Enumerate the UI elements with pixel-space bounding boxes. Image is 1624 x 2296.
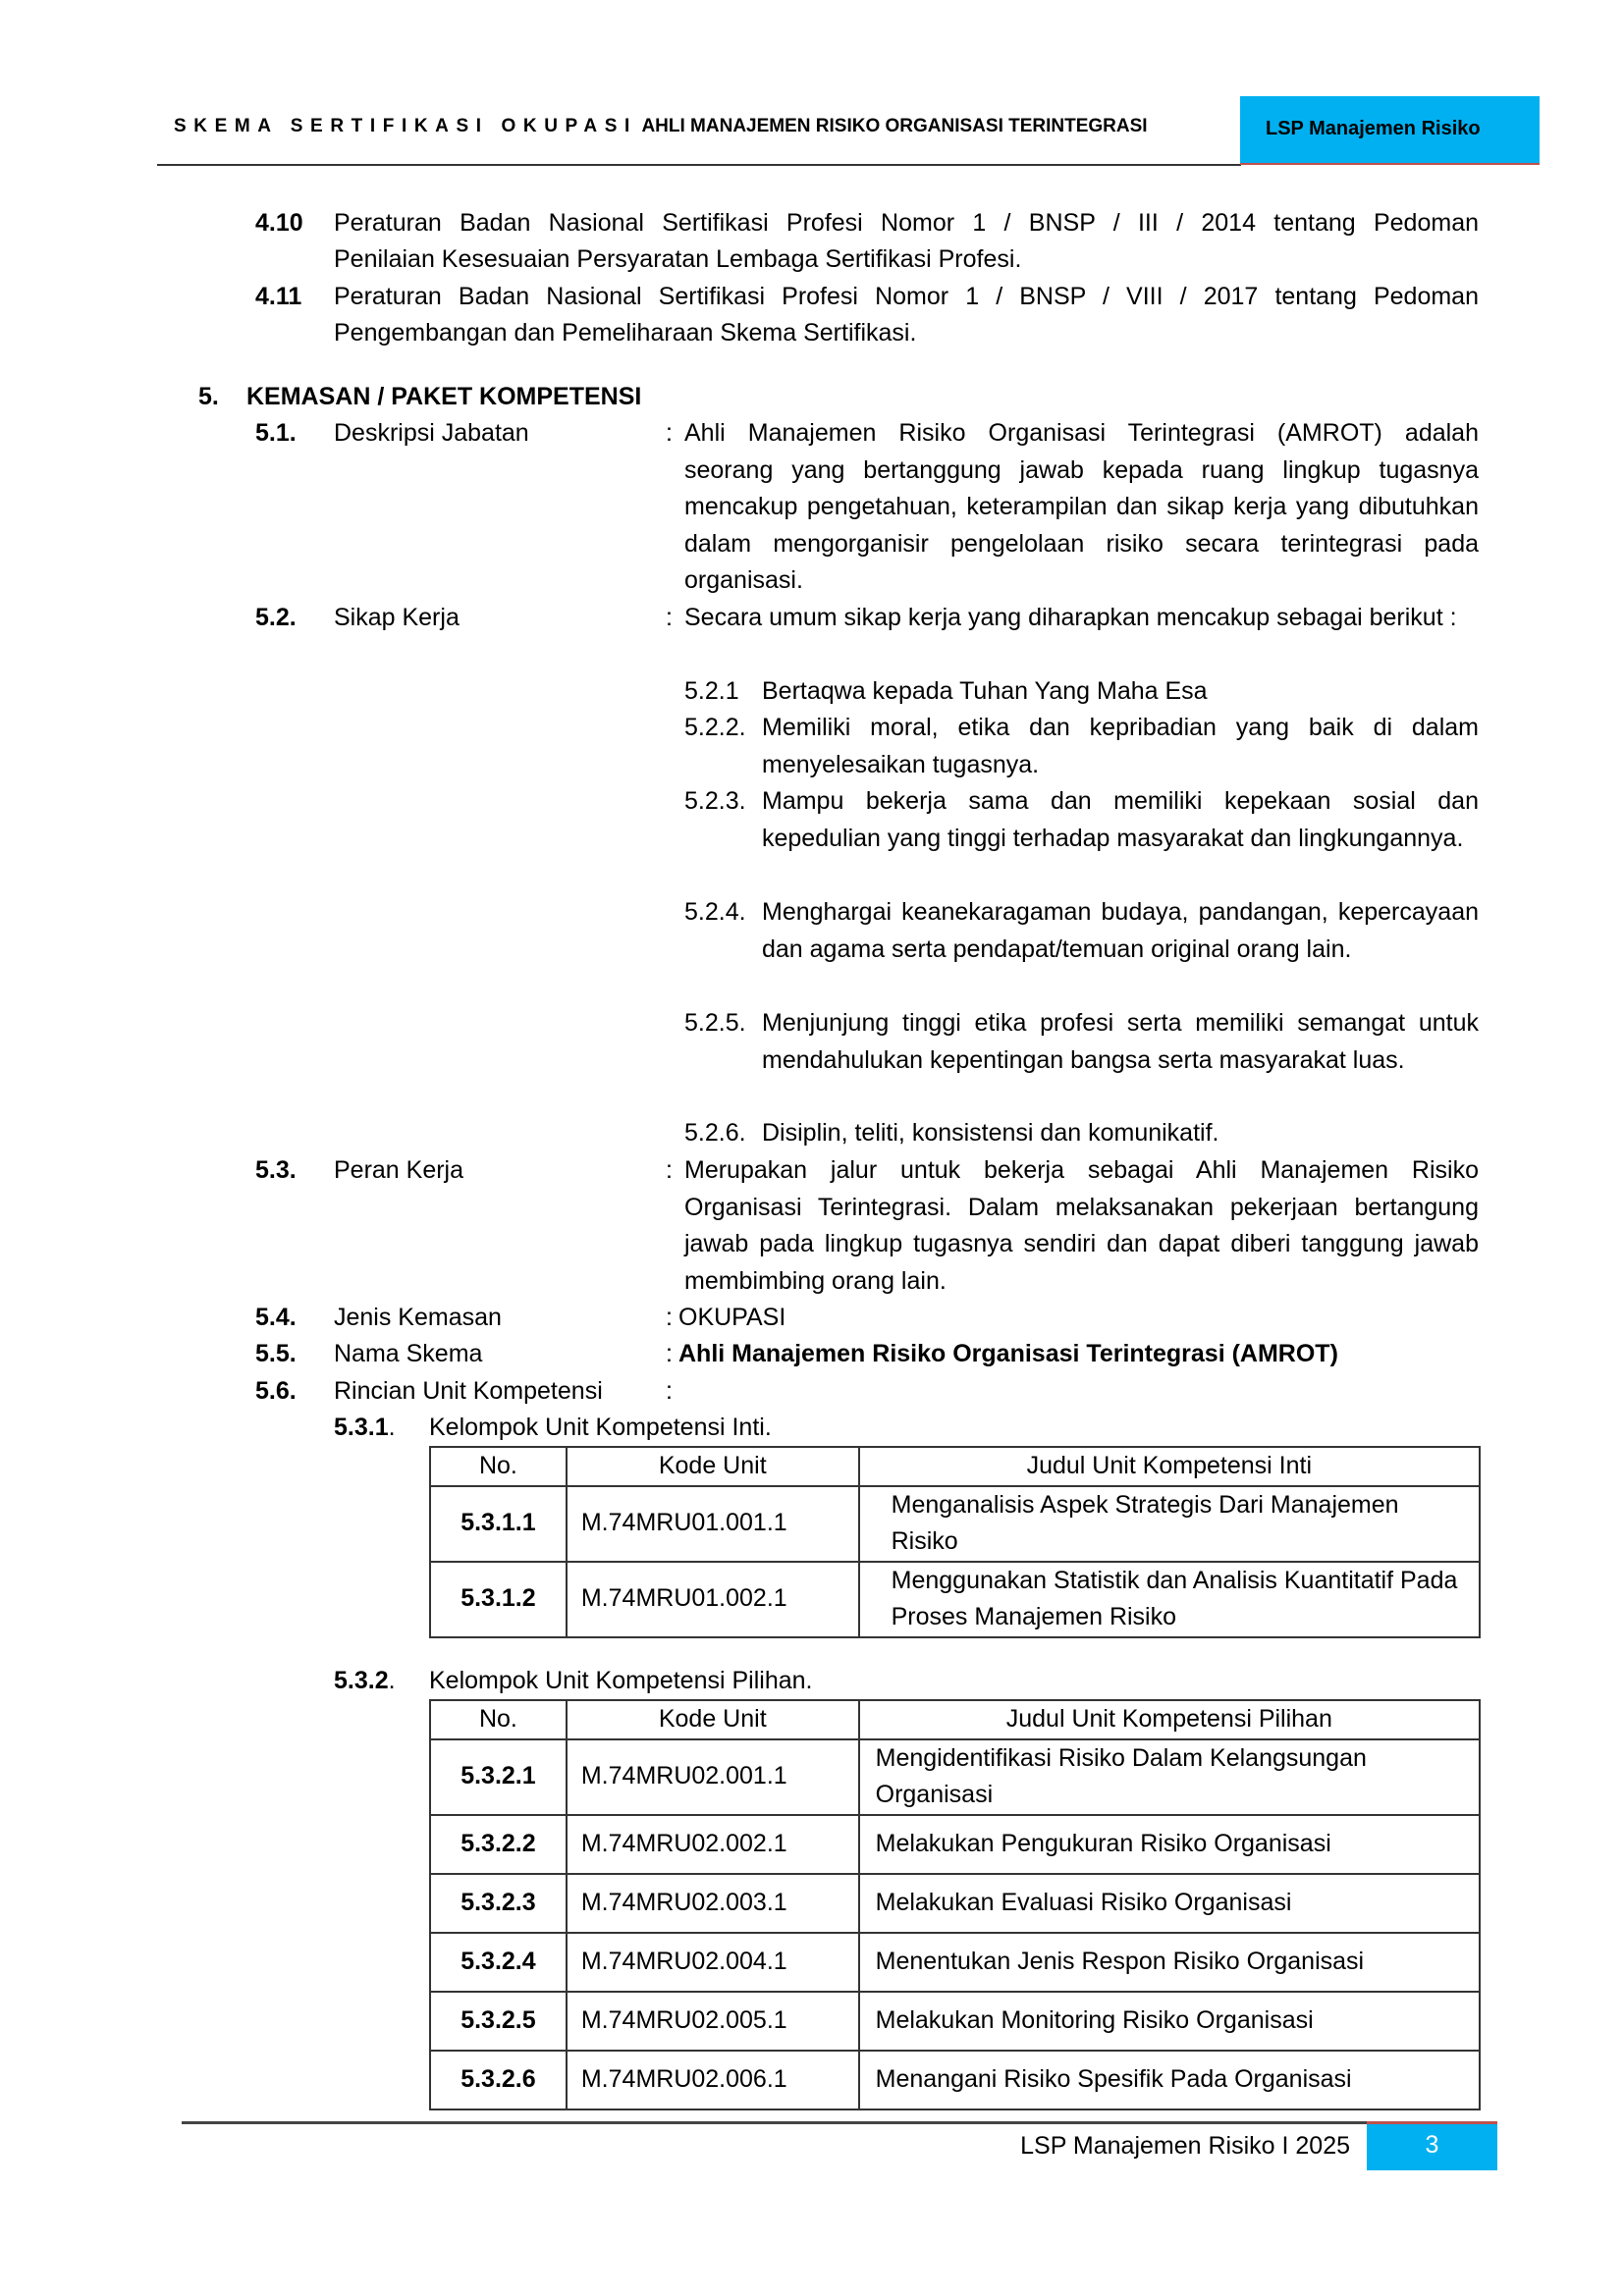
item-value-text: Merupakan jalur untuk bekerja sebagai Ahli Manajemen Risiko Organisasi Terintegrasi. Dalam melaksanakan pekerjaan bertangung jawab pada lingkup tugasnya sendiri dan dapat diberi tanggung jawab membimbing orang lain.: [684, 1156, 1479, 1295]
subsection-number: [334, 1663, 396, 1700]
header-org-box: [1240, 96, 1540, 165]
subsection-number-dot: .: [388, 1414, 396, 1441]
item-label: Jenis Kemasan: [334, 1304, 502, 1331]
subitem-number: 5.2.1: [684, 677, 739, 705]
unit-title: Melakukan Evaluasi Risiko Organisasi: [859, 1874, 1480, 1933]
item-label: Sikap Kerja: [334, 604, 460, 631]
table-row: [430, 2051, 1480, 2109]
core-units-table: [429, 1446, 1481, 1638]
col-header-judul: Judul Unit Kompetensi Inti: [859, 1447, 1480, 1486]
item-number: 5.1.: [255, 419, 297, 447]
elective-units-table: [429, 1699, 1481, 2110]
header-title-spaced: SKEMA SERTIFIKASI OKUPASI: [174, 116, 637, 136]
header-org-label: LSP Manajemen Risiko: [1266, 118, 1481, 139]
item-value-text: Secara umum sikap kerja yang diharapkan mencakup sebagai berikut :: [684, 604, 1457, 631]
item-value: [684, 1152, 1479, 1300]
col-header-kode: Kode Unit: [567, 1447, 859, 1486]
subitem-text-content: Menjunjung tinggi etika profesi serta memiliki semangat untuk mendahulukan kepentingan bangsa serta masyarakat luas.: [762, 1009, 1479, 1074]
unit-no: 5.3.1.1: [430, 1486, 567, 1562]
item-colon: :: [666, 1156, 673, 1184]
item-label: Nama Skema: [334, 1340, 483, 1367]
unit-title: Melakukan Monitoring Risiko Organisasi: [859, 1992, 1480, 2051]
item-number: 5.5.: [255, 1340, 297, 1367]
item-colon: :: [666, 419, 673, 447]
subitem-number: 5.2.3.: [684, 787, 746, 815]
item-value: [684, 600, 1479, 637]
subsection-number-bold: 5.3.2: [334, 1667, 389, 1694]
subitem-text-content: Menghargai keanekaragaman budaya, pandangan, kepercayaan dan agama serta pendapat/temuan original orang lain.: [762, 898, 1479, 963]
unit-code: M.74MRU02.005.1: [567, 1992, 859, 2051]
unit-title: Menganalisis Aspek Strategis Dari Manajemen Risiko: [859, 1486, 1480, 1562]
item-number: 5.4.: [255, 1304, 297, 1331]
subitem-text: [762, 1115, 1479, 1152]
col-header-judul: Judul Unit Kompetensi Pilihan: [859, 1700, 1480, 1739]
subitem-number: 5.2.2.: [684, 714, 746, 741]
item-label: Peran Kerja: [334, 1156, 464, 1184]
ref-line: Pengembangan dan Pemeliharaan Skema Sertifikasi.: [334, 319, 917, 347]
item-number: 5.2.: [255, 604, 297, 631]
item-colon: :: [666, 1340, 673, 1367]
subitem-text-content: Bertaqwa kepada Tuhan Yang Maha Esa: [762, 677, 1208, 705]
unit-no: 5.3.2.6: [430, 2051, 567, 2109]
item-colon: :: [666, 604, 673, 631]
unit-code: M.74MRU02.004.1: [567, 1933, 859, 1992]
subitem-text: [762, 783, 1479, 857]
ref-line: Peraturan Badan Nasional Sertifikasi Profesi Nomor 1 / BNSP / III / 2014 tentang Pedoman: [334, 209, 1479, 237]
unit-title: Menentukan Jenis Respon Risiko Organisasi: [859, 1933, 1480, 1992]
item-number: 5.3.: [255, 1156, 297, 1184]
item-label: Rincian Unit Kompetensi: [334, 1377, 603, 1405]
table-row: [430, 1486, 1480, 1562]
item-number: 5.6.: [255, 1377, 297, 1405]
table-header-row: [430, 1447, 1480, 1486]
subsection-title: Kelompok Unit Kompetensi Pilihan.: [429, 1667, 813, 1694]
footer-text: LSP Manajemen Risiko I 2025: [1020, 2132, 1350, 2160]
footer-divider: [182, 2121, 1368, 2124]
col-header-kode: Kode Unit: [567, 1700, 859, 1739]
item-colon: :: [666, 1304, 673, 1331]
subitem-text: [762, 710, 1479, 783]
ref-number: 4.10: [255, 209, 303, 237]
ref-number: 4.11: [255, 283, 302, 310]
unit-code: M.74MRU02.001.1: [567, 1739, 859, 1815]
unit-code: M.74MRU02.003.1: [567, 1874, 859, 1933]
table-row: [430, 1815, 1480, 1874]
table-row: [430, 1992, 1480, 2051]
header-title-rest: AHLI MANAJEMEN RISIKO ORGANISASI TERINTEGRASI: [641, 116, 1148, 136]
unit-code: M.74MRU01.002.1: [567, 1562, 859, 1637]
unit-title: Mengidentifikasi Risiko Dalam Kelangsungan Organisasi: [859, 1739, 1480, 1815]
subitem-text-content: Memiliki moral, etika dan kepribadian yang baik di dalam menyelesaikan tugasnya.: [762, 714, 1479, 778]
col-header-no: No.: [430, 1700, 567, 1739]
unit-title: Menangani Risiko Spesifik Pada Organisasi: [859, 2051, 1480, 2109]
page-number-box: [1367, 2121, 1497, 2170]
item-value-text: Ahli Manajemen Risiko Organisasi Terintegrasi (AMROT) adalah seorang yang bertanggung jawab kepada ruang lingkup tugasnya mencakup pengetahuan, keterampilan dan sikap kerja yang dibutuhkan dalam mengorganisir pengelolaan risiko secara terintegrasi pada organisasi.: [684, 419, 1479, 594]
item-label: Deskripsi Jabatan: [334, 419, 529, 447]
scheme-name: Ahli Manajemen Risiko Organisasi Terintegrasi (AMROT): [678, 1340, 1338, 1367]
unit-no: 5.3.1.2: [430, 1562, 567, 1637]
item-colon: :: [666, 1377, 673, 1405]
subitem-number: 5.2.6.: [684, 1119, 746, 1147]
table-header-row: [430, 1700, 1480, 1739]
subitem-text-content: Disiplin, teliti, konsistensi dan komunikatif.: [762, 1119, 1219, 1147]
subitem-text: [762, 673, 1479, 711]
unit-no: 5.3.2.5: [430, 1992, 567, 2051]
table-row: [430, 1933, 1480, 1992]
unit-no: 5.3.2.3: [430, 1874, 567, 1933]
unit-no: 5.3.2.4: [430, 1933, 567, 1992]
subsection-number-dot: .: [388, 1667, 396, 1694]
subitem-text-content: Mampu bekerja sama dan memiliki kepekaan sosial dan kepedulian yang tinggi terhadap masyarakat dan lingkungannya.: [762, 787, 1479, 852]
header-title: [174, 116, 1148, 137]
col-header-no: No.: [430, 1447, 567, 1486]
ref-line: Penilaian Kesesuaian Persyaratan Lembaga Sertifikasi Profesi.: [334, 245, 1022, 273]
section-title: KEMASAN / PAKET KOMPETENSI: [246, 383, 642, 410]
unit-no: 5.3.2.2: [430, 1815, 567, 1874]
ref-line: Peraturan Badan Nasional Sertifikasi Profesi Nomor 1 / BNSP / VIII / 2017 tentang Pedoman: [334, 283, 1479, 310]
unit-code: M.74MRU02.002.1: [567, 1815, 859, 1874]
unit-no: 5.3.2.1: [430, 1739, 567, 1815]
subitem-text: [762, 894, 1479, 968]
unit-title: Melakukan Pengukuran Risiko Organisasi: [859, 1815, 1480, 1874]
unit-title: Menggunakan Statistik dan Analisis Kuantitatif Pada Proses Manajemen Risiko: [859, 1562, 1480, 1637]
subsection-title: Kelompok Unit Kompetensi Inti.: [429, 1414, 772, 1441]
unit-code: M.74MRU02.006.1: [567, 2051, 859, 2109]
table-row: [430, 1874, 1480, 1933]
item-value: OKUPASI: [678, 1304, 786, 1331]
header-divider: [157, 164, 1241, 166]
item-value: [684, 415, 1479, 600]
subsection-number-bold: 5.3.1: [334, 1414, 389, 1441]
page-number: 3: [1425, 2131, 1439, 2159]
table-row: [430, 1739, 1480, 1815]
table-row: [430, 1562, 1480, 1637]
subitem-number: 5.2.5.: [684, 1009, 746, 1037]
unit-code: M.74MRU01.001.1: [567, 1486, 859, 1562]
subitem-number: 5.2.4.: [684, 898, 746, 926]
subsection-number: [334, 1410, 396, 1447]
subitem-text: [762, 1005, 1479, 1079]
section-number: 5.: [198, 383, 219, 410]
